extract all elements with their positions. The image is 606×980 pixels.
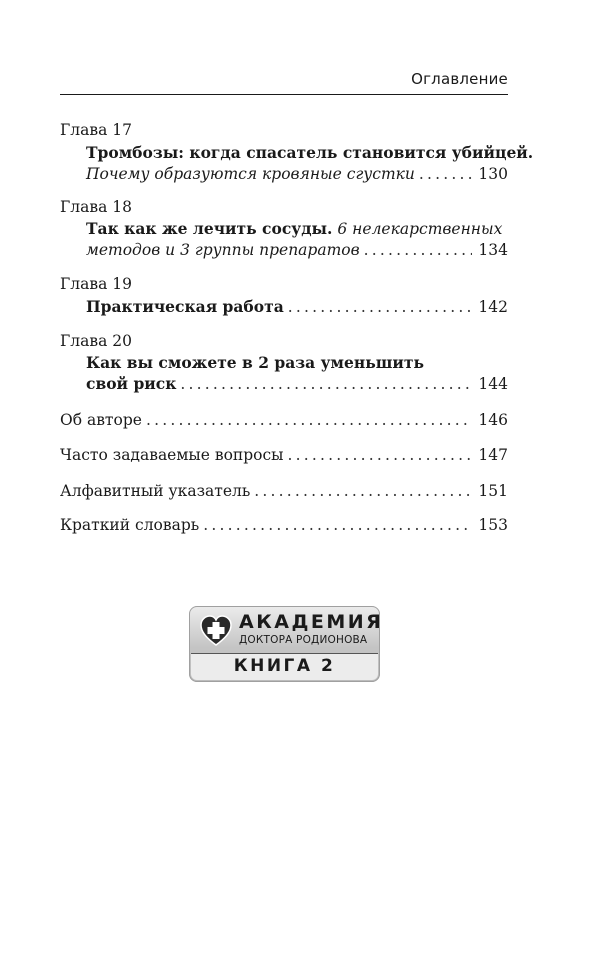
toc-entry[interactable] bbox=[60, 481, 508, 501]
entry-title: Об авторе bbox=[60, 411, 142, 429]
toc-entry[interactable] bbox=[60, 515, 508, 535]
page-number: 134 bbox=[478, 241, 508, 259]
chapter-label: Глава 20 bbox=[60, 332, 132, 350]
chapter-title bbox=[86, 219, 508, 239]
chapter-label: Глава 18 bbox=[60, 198, 132, 216]
chapter-title: Как вы сможете в 2 раза уменьшить bbox=[86, 353, 425, 372]
chapter-label: Глава 17 bbox=[60, 121, 132, 139]
entry-title: Алфавитный указатель bbox=[60, 482, 251, 500]
page-number: 146 bbox=[478, 411, 508, 429]
dot-leader bbox=[364, 240, 473, 260]
dot-leader bbox=[419, 164, 473, 184]
page-number: 130 bbox=[478, 165, 508, 183]
dot-leader bbox=[146, 410, 472, 430]
chapter-subtitle: методов и 3 группы препаратов bbox=[86, 241, 360, 259]
chapter-label: Глава 19 bbox=[60, 275, 132, 293]
toc-entry[interactable] bbox=[86, 297, 508, 317]
book-number: КНИГА 2 bbox=[191, 653, 378, 680]
dot-leader bbox=[288, 297, 473, 317]
entry-title: Часто задаваемые вопросы bbox=[60, 446, 284, 464]
page-number: 147 bbox=[478, 446, 508, 464]
chapter-title: свой риск bbox=[86, 374, 177, 393]
toc-entry[interactable] bbox=[86, 374, 508, 394]
dot-leader bbox=[288, 445, 473, 465]
chapter-subtitle: 6 нелекарственных bbox=[332, 220, 503, 238]
page-number: 144 bbox=[478, 375, 508, 393]
toc-entry[interactable] bbox=[60, 445, 508, 465]
page-number: 142 bbox=[478, 298, 508, 316]
logo-title: АКАДЕМИЯ bbox=[239, 611, 384, 633]
toc-entry[interactable] bbox=[86, 164, 508, 184]
entry-title: Краткий словарь bbox=[60, 516, 200, 534]
running-head: Оглавление bbox=[411, 70, 508, 88]
header-rule bbox=[60, 94, 508, 95]
page-number: 153 bbox=[478, 516, 508, 534]
page-number: 151 bbox=[478, 482, 508, 500]
toc-entry[interactable] bbox=[86, 240, 508, 260]
dot-leader bbox=[180, 374, 472, 394]
chapter-title: Практическая работа bbox=[86, 297, 284, 316]
chapter-title: Тромбозы: когда спасатель становится убийцей. bbox=[86, 143, 534, 162]
dot-leader bbox=[254, 481, 472, 501]
chapter-subtitle: Почему образуются кровяные сгустки bbox=[86, 165, 415, 183]
logo-top bbox=[189, 606, 384, 654]
dot-leader bbox=[203, 515, 472, 535]
heart-cross-icon bbox=[199, 614, 233, 648]
chapter-title-bold: Так как же лечить сосуды. bbox=[86, 219, 333, 238]
logo-subtitle: ДОКТОРА РОДИОНОВА bbox=[239, 634, 368, 646]
toc-entry[interactable] bbox=[60, 410, 508, 430]
series-logo bbox=[189, 606, 384, 682]
